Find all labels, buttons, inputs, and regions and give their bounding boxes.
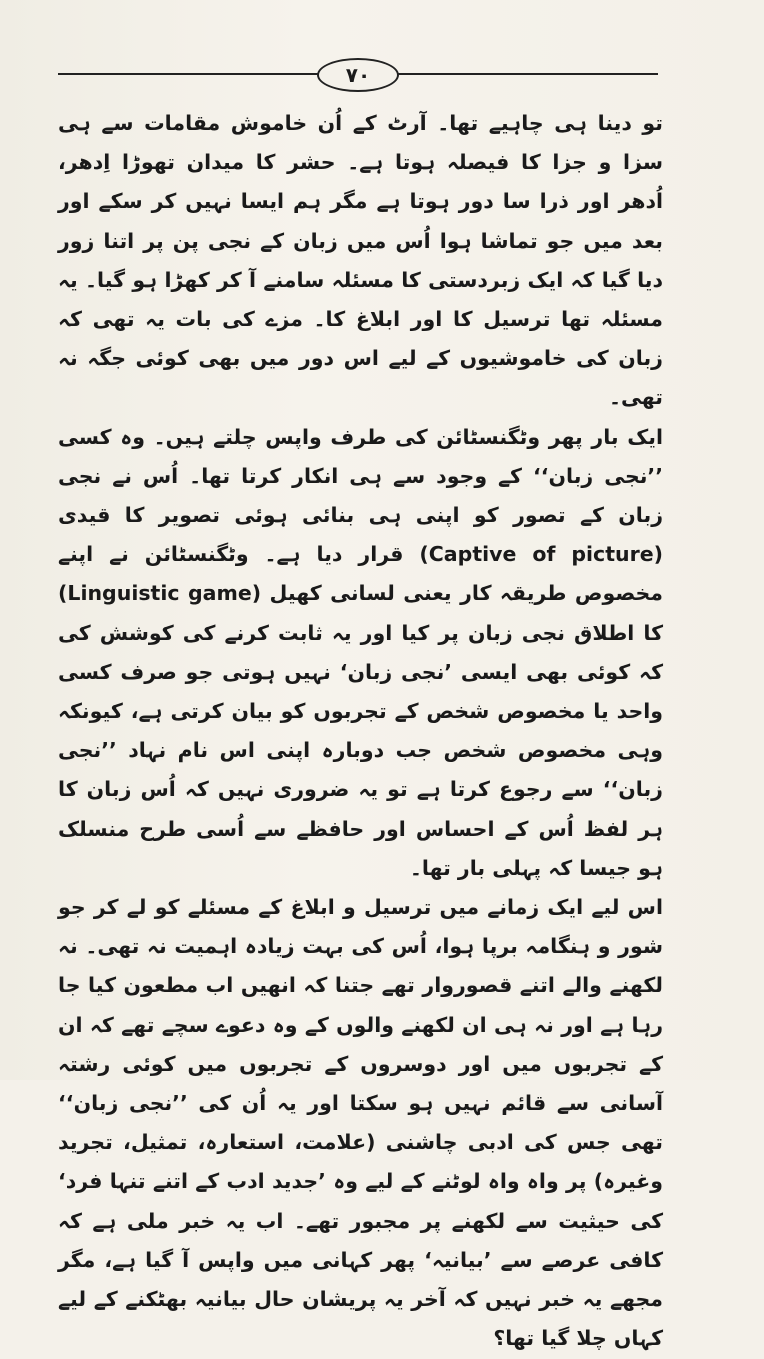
page-number: ۷۰ bbox=[317, 58, 399, 92]
paragraph-1: تو دینا ہی چاہیے تھا۔ آرٹ کے اُن خاموش مقامات سے ہی سزا و جزا کا فیصلہ ہوتا ہے۔ حشر کا میدان تھوڑا اِدھر، اُدھر اور ذرا سا دور ہوتا ہے مگر ہم ایسا نہیں کر سکے اور بعد میں جو تماشا ہوا اُس میں زبان کے نجی پن پر اتنا زور دیا گیا کہ ایک زبردستی کا مسئلہ سامنے آ کر کھڑا ہو گیا۔ یہ مسئلہ تھا ترسیل کا اور ابلاغ کا۔ مزے کی بات یہ تھی کہ زبان کی خاموشیوں کے لیے اس دور میں بھی کوئی جگہ نہ تھی۔ bbox=[58, 111, 663, 410]
paragraph-3: اس لیے ایک زمانے میں ترسیل و ابلاغ کے مسئلے کو لے کر جو شور و ہنگامہ برپا ہوا، اُس کی بہت زیادہ اہمیت نہ تھی۔ نہ لکھنے والے اتنے قصوروار تھے جتنا کہ انھیں اب مطعون کیا جا رہا ہے اور نہ ہی ان لکھنے والوں کے وہ دعوے سچے تھے کہ ان کے تجربوں میں اور دوسروں کے تجربوں میں کوئی رشتہ آسانی سے قائم نہیں ہو سکتا اور یہ اُن کی ’’نجی زبان‘‘ تھی جس کی ادبی چاشنی (علامت، استعارہ، تمثیل، تجرید وغیرہ) پر واہ واہ لوٹنے کے لیے وہ ’جدید ادب کے اتنے تنہا فرد‘ کی حیثیت سے لکھنے پر مجبور تھے۔ اب یہ خبر ملی ہے کہ کافی عرصے سے ’بیانیہ‘ پھر کہانی میں واپس آ گیا ہے، مگر مجھے یہ خبر نہیں کہ آخر یہ پریشان حال بیانیہ بھٹکنے کے لیے کہاں چلا گیا تھا؟ bbox=[58, 895, 663, 1351]
page-header bbox=[58, 54, 658, 94]
page-body bbox=[58, 104, 663, 1359]
paragraph-2: ایک بار پھر وٹگنسٹائن کی طرف واپس چلتے ہیں۔ وہ کسی ’’نجی زبان‘‘ کے وجود سے ہی انکار کرتا تھا۔ اُس نے نجی زبان کے تصور کو اپنی ہی بنائی ہوئی تصویر کا قیدی (Captive of picture) قرار دیا ہے۔ وٹگنسٹائن نے اپنے مخصوص طریقہ کار یعنی لسانی کھیل (Linguistic game) کا اطلاق نجی زبان پر کیا اور یہ ثابت کرنے کی کوشش کی کہ کوئی بھی ایسی ’نجی زبان‘ نہیں ہوتی جو صرف کسی واحد یا مخصوص شخص کے تجربوں کو بیان کرتی ہے، کیونکہ وہی مخصوص شخص جب دوبارہ اپنی اس نام نہاد ’’نجی زبان‘‘ سے رجوع کرتا ہے تو یہ ضروری نہیں کہ اُس زبان کا ہر لفظ اُس کے احساس اور حافظے سے اُسی طرح منسلک ہو جیسا کہ پہلی بار تھا۔ bbox=[58, 424, 663, 880]
